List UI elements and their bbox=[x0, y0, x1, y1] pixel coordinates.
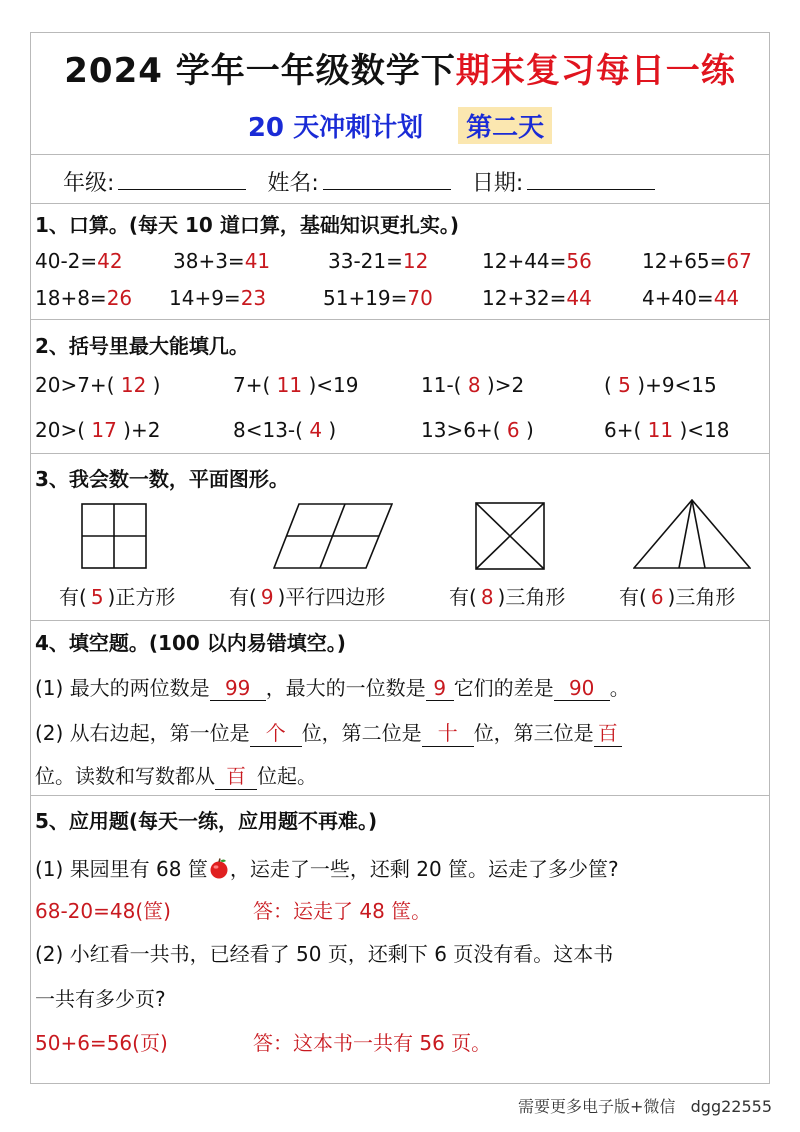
student-info bbox=[63, 166, 669, 197]
shape-count: 有( 6 )三角形 bbox=[619, 585, 736, 609]
shape-count: 有( 8 )三角形 bbox=[449, 585, 566, 609]
name-field[interactable] bbox=[323, 169, 451, 190]
page-title bbox=[31, 43, 769, 92]
section5-q1: (1) 果园里有 68 筐 ，运走了一些，还剩 20 筐。运走了多少筐? bbox=[35, 857, 619, 881]
section4-q1: (1) 最大的两位数是 99 ，最大的一位数是 9 它们的差是 90 。 bbox=[35, 676, 630, 700]
worksheet bbox=[30, 32, 770, 1084]
shape-count: 有( 9 )平行四边形 bbox=[229, 585, 386, 609]
section5-q2: (2) 小红看一共书，已经看了 50 页，还剩下 6 页没有看。这本书 bbox=[35, 942, 614, 966]
answer-blank: 9 bbox=[426, 676, 454, 701]
date-label: 日期: bbox=[471, 171, 524, 196]
section4-title: 4、填空题。(100 以内易错填空。) bbox=[35, 631, 346, 655]
calc-item: 33-21=12 bbox=[328, 249, 429, 273]
equation: 50+6=56(页) bbox=[35, 1031, 168, 1055]
grade-label: 年级: bbox=[63, 171, 115, 196]
section3-title: 3、我会数一数，平面图形。 bbox=[35, 467, 289, 491]
divider bbox=[31, 203, 769, 204]
divider bbox=[31, 620, 769, 621]
divider bbox=[31, 453, 769, 454]
parallelogram-figure bbox=[273, 503, 393, 569]
calc-item: 51+19=70 bbox=[323, 286, 433, 310]
answer-text: 答：这本书一共有 56 页。 bbox=[253, 1031, 492, 1055]
title-black: 2024 学年一年级数学下 bbox=[64, 51, 456, 91]
square-grid-figure bbox=[81, 503, 147, 569]
section4-q2: (2) 从右边起，第一位是 个 位，第二位是 十 位，第三位是 百 bbox=[35, 717, 769, 747]
compare-item: 20>7+( 12 ) bbox=[35, 373, 161, 397]
answer-blank: 90 bbox=[554, 676, 610, 701]
day-badge: 第二天 bbox=[458, 107, 552, 144]
divider bbox=[31, 795, 769, 796]
footer-note: 需要更多电子版+微信 dgg22555 bbox=[517, 1097, 772, 1116]
calc-item: 12+32=44 bbox=[482, 286, 592, 310]
compare-item: 13>6+( 6 ) bbox=[421, 418, 534, 442]
divider bbox=[31, 319, 769, 320]
section5-q2-cont: 一共有多少页? bbox=[35, 987, 166, 1011]
title-red: 期末复习每日一练 bbox=[455, 51, 736, 91]
shape-count: 有( 5 )正方形 bbox=[59, 585, 176, 609]
divider bbox=[31, 154, 769, 155]
answer-blank: 百 bbox=[215, 760, 257, 790]
compare-item: 11-( 8 )>2 bbox=[421, 373, 525, 397]
name-label: 姓名: bbox=[267, 171, 319, 196]
compare-item: ( 5 )+9<15 bbox=[604, 373, 717, 397]
answer-blank: 个 bbox=[250, 717, 302, 747]
answer-blank: 十 bbox=[422, 717, 474, 747]
section5-title: 5、应用题(每天一练，应用题不再难。) bbox=[35, 809, 378, 833]
answer-text: 答：运走了 48 筐。 bbox=[253, 899, 432, 923]
crossed-square-figure bbox=[475, 502, 545, 570]
section4-q2-cont: 位。读数和写数都从 百 位起。 bbox=[35, 760, 769, 790]
calc-item: 12+65=67 bbox=[642, 249, 752, 273]
triangle-figure bbox=[633, 499, 751, 569]
calc-item: 18+8=26 bbox=[35, 286, 133, 310]
date-field[interactable] bbox=[527, 169, 655, 190]
subtitle bbox=[31, 107, 769, 144]
equation: 68-20=48(筐) bbox=[35, 899, 171, 923]
answer-blank: 百 bbox=[594, 717, 622, 747]
compare-item: 20>( 17 )+2 bbox=[35, 418, 161, 442]
calc-item: 12+44=56 bbox=[482, 249, 592, 273]
calc-item: 38+3=41 bbox=[173, 249, 271, 273]
compare-item: 6+( 11 )<18 bbox=[604, 418, 730, 442]
section2-title: 2、括号里最大能填几。 bbox=[35, 334, 249, 358]
compare-item: 7+( 11 )<19 bbox=[233, 373, 359, 397]
apple-icon bbox=[208, 857, 230, 879]
calc-item: 4+40=44 bbox=[642, 286, 740, 310]
calc-item: 40-2=42 bbox=[35, 249, 123, 273]
answer-blank: 99 bbox=[210, 676, 266, 701]
plan-label: 20 天冲刺计划 bbox=[247, 113, 424, 143]
grade-field[interactable] bbox=[118, 169, 246, 190]
section1-title: 1、口算。(每天 10 道口算，基础知识更扎实。) bbox=[35, 213, 459, 237]
calc-item: 14+9=23 bbox=[169, 286, 267, 310]
compare-item: 8<13-( 4 ) bbox=[233, 418, 337, 442]
